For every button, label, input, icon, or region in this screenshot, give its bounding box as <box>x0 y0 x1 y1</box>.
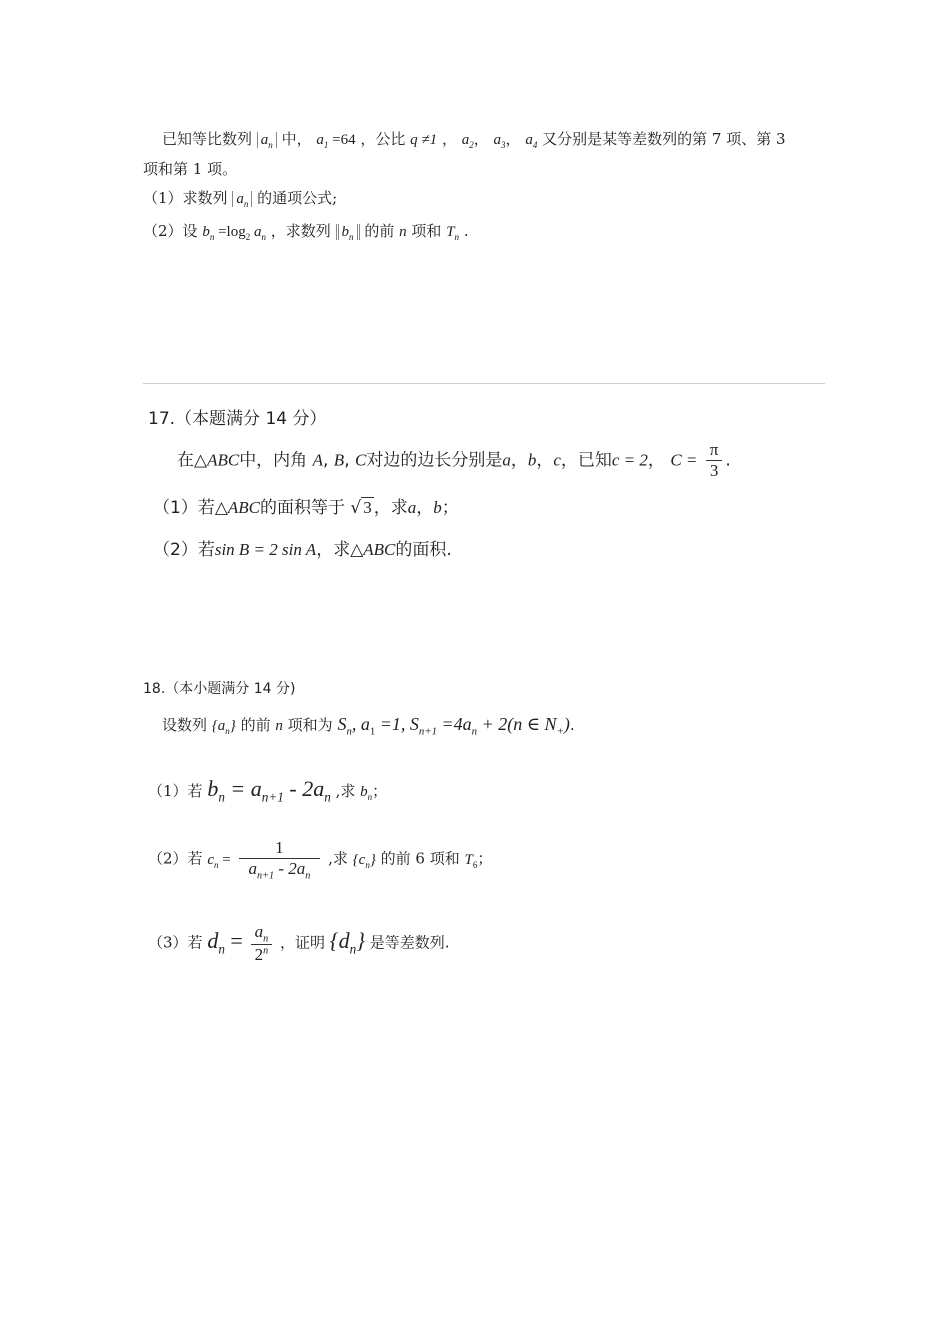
bn-def: $b_n = a_{n+1} - 2a_n$ <box>207 776 331 805</box>
abs-bn: $b_n$ <box>336 224 360 240</box>
T6: $T_6$ <box>464 851 478 870</box>
bn-def: $b_n =\log_2$ $a_n$ <box>202 224 266 242</box>
p16-line2: 项和第 1 项。 <box>143 160 238 178</box>
p18-line1: 设数列 $\{a_n\}$ 的前 n 项和为 $S_n$, $a_1 =1$, $S_{n+1} =4a_n + 2(n$ ∈ $N_+$). <box>162 714 575 738</box>
a3: $a_3$ <box>493 132 506 150</box>
set-dn: $\{d_n\}$ <box>329 927 366 957</box>
q-neq: q ≠1 <box>410 132 438 148</box>
p18-q3: （3）若 $d_n$ = $\frac{a_n}{2^n}$ ，证明 $\{d_n\}$ 是等差数列. <box>148 922 450 965</box>
cn: $c_n$ = <box>207 851 231 870</box>
text: 已知等比数列 <box>162 130 253 148</box>
dn-fraction: $\frac{a_n}{2^n}$ <box>251 922 273 965</box>
a1-expr: $a_1 =64$ <box>316 132 356 150</box>
dn: $d_n$ = <box>207 927 243 957</box>
p16-q2: （2）设 $b_n =\log_2$ $a_n$ ，求数列 $b_n$ 的前 n 项和 $T_n$ . <box>143 222 469 242</box>
bn: $b_n$ <box>360 784 373 802</box>
p17-q1: （1）若△ABC的面积等于 √ 3 ，求a，b； <box>153 498 459 518</box>
text: 中， <box>281 130 312 148</box>
p16-line1: 已知等比数列 $a_n$ 中， $a_1 =64$ ，公比 q ≠1 ， $a_2$， $a_3$， $a_4$ 又分别是某等差数列的第 7 项、第 3 <box>162 130 786 150</box>
a4: $a_4$ <box>525 132 538 150</box>
p17-q2: （2）若sin B = 2 sin A，求△ABC的面积. <box>153 540 452 560</box>
Tn: $T_n$ <box>446 224 460 242</box>
p16-q1: （1）求数列 $a_n$ 的通项公式; <box>143 189 338 209</box>
p18-q1: （1）若 $b_n = a_{n+1} - 2a_n$ ,求 $b_n$； <box>148 776 388 805</box>
set-an: $\{a_n\}$ <box>211 718 236 736</box>
sqrt3: √ 3 <box>350 498 372 518</box>
a2: $a_2$ <box>461 132 474 150</box>
cn-fraction: $\frac{1}{a_{n+1} - 2a_n}$ <box>239 838 321 881</box>
pi-over-3: $\frac{\pi}{3}$ <box>706 440 723 481</box>
recurrence: $S_n$, $a_1 =1$, $S_{n+1} =4a_n + 2(n$ ∈ $N_+$) <box>337 714 570 738</box>
text: ，公比 <box>360 130 406 148</box>
p17-line1: 在△ABC中，内角 A, B, C对边的边长分别是a，b，c，已知c = 2， C = $\frac{\pi}{3}$ . <box>177 440 731 480</box>
seq-an: $a_n$ <box>232 191 252 207</box>
text: 又分别是某等差数列的第 7 项、第 3 <box>542 130 786 148</box>
seq-an: $a_n$ <box>257 132 277 148</box>
p18-q2: （2）若 $c_n$ = $\frac{1}{a_{n+1} - 2a_n}$ ,求 $\{c_n\}$ 的前 6 项和 $T_6$； <box>148 838 493 882</box>
p17-header: 17.（本题满分 14 分） <box>148 409 327 429</box>
section-divider <box>143 383 825 384</box>
set-cn: $\{c_n\}$ <box>352 851 376 870</box>
p18-header: 18.（本小题满分 14 分) <box>143 681 296 697</box>
